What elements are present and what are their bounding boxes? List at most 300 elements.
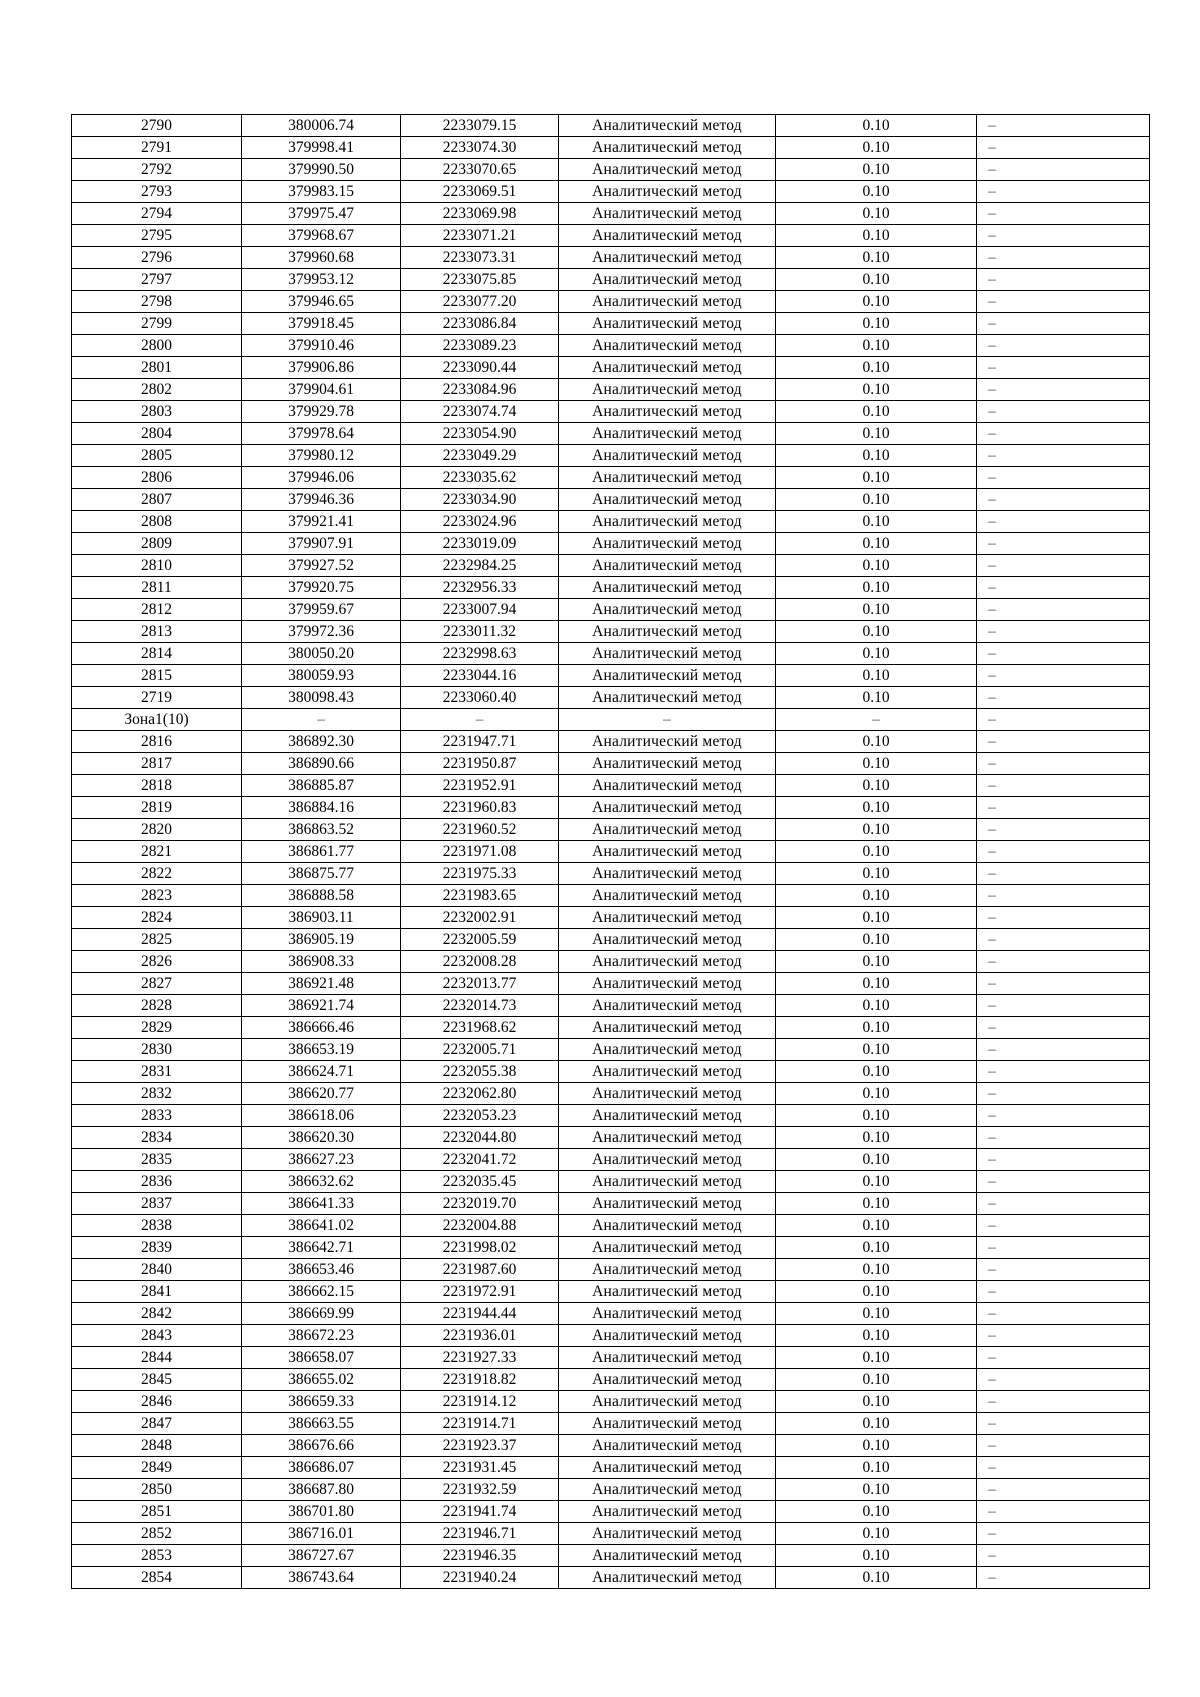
accuracy-cell: 0.10: [776, 1347, 977, 1369]
y-coordinate-cell: 2231972.91: [401, 1281, 559, 1303]
table-row: [72, 401, 1150, 423]
accuracy-cell: 0.10: [776, 181, 977, 203]
note-cell: –: [977, 137, 1150, 159]
x-coordinate-cell: 386620.30: [242, 1127, 401, 1149]
method-cell: Аналитический метод: [559, 533, 776, 555]
x-coordinate-cell: 386620.77: [242, 1083, 401, 1105]
table-row: [72, 753, 1150, 775]
note-cell: –: [977, 203, 1150, 225]
table-row: [72, 1545, 1150, 1567]
x-coordinate-cell: 386890.66: [242, 753, 401, 775]
x-coordinate-cell: 386627.23: [242, 1149, 401, 1171]
x-coordinate-cell: 380098.43: [242, 687, 401, 709]
method-cell: Аналитический метод: [559, 995, 776, 1017]
note-cell: –: [977, 951, 1150, 973]
accuracy-cell: 0.10: [776, 247, 977, 269]
point-number-cell: 2798: [72, 291, 242, 313]
point-number-cell: 2817: [72, 753, 242, 775]
method-cell: Аналитический метод: [559, 1039, 776, 1061]
table-row: [72, 159, 1150, 181]
accuracy-cell: 0.10: [776, 863, 977, 885]
note-cell: –: [977, 1039, 1150, 1061]
point-number-cell: 2833: [72, 1105, 242, 1127]
method-cell: Аналитический метод: [559, 1215, 776, 1237]
note-cell: –: [977, 797, 1150, 819]
table-row: [72, 1149, 1150, 1171]
table-row: [72, 1193, 1150, 1215]
note-cell: –: [977, 643, 1150, 665]
table-row: [72, 269, 1150, 291]
table-row: [72, 1105, 1150, 1127]
note-cell: –: [977, 269, 1150, 291]
y-coordinate-cell: 2233019.09: [401, 533, 559, 555]
x-coordinate-cell: 379968.67: [242, 225, 401, 247]
accuracy-cell: 0.10: [776, 731, 977, 753]
table-row: [72, 511, 1150, 533]
table-row: [72, 1303, 1150, 1325]
accuracy-cell: –: [776, 709, 977, 731]
note-cell: –: [977, 841, 1150, 863]
note-cell: –: [977, 1127, 1150, 1149]
accuracy-cell: 0.10: [776, 401, 977, 423]
method-cell: Аналитический метод: [559, 489, 776, 511]
point-number-cell: 2790: [72, 115, 242, 137]
accuracy-cell: 0.10: [776, 775, 977, 797]
method-cell: Аналитический метод: [559, 1237, 776, 1259]
table-row: [72, 621, 1150, 643]
table-row: [72, 225, 1150, 247]
accuracy-cell: 0.10: [776, 313, 977, 335]
y-coordinate-cell: 2231932.59: [401, 1479, 559, 1501]
method-cell: Аналитический метод: [559, 1259, 776, 1281]
point-number-cell: 2845: [72, 1369, 242, 1391]
accuracy-cell: 0.10: [776, 665, 977, 687]
method-cell: Аналитический метод: [559, 1501, 776, 1523]
point-number-cell: 2806: [72, 467, 242, 489]
x-coordinate-cell: 386642.71: [242, 1237, 401, 1259]
table-row: [72, 423, 1150, 445]
point-number-cell: 2824: [72, 907, 242, 929]
y-coordinate-cell: 2232005.71: [401, 1039, 559, 1061]
note-cell: –: [977, 995, 1150, 1017]
x-coordinate-cell: 386641.02: [242, 1215, 401, 1237]
table-row: [72, 489, 1150, 511]
method-cell: Аналитический метод: [559, 137, 776, 159]
point-number-cell: 2805: [72, 445, 242, 467]
x-coordinate-cell: 379983.15: [242, 181, 401, 203]
point-number-cell: 2808: [72, 511, 242, 533]
accuracy-cell: 0.10: [776, 1325, 977, 1347]
table-row: [72, 137, 1150, 159]
point-number-cell: 2851: [72, 1501, 242, 1523]
x-coordinate-cell: 379920.75: [242, 577, 401, 599]
x-coordinate-cell: 379946.06: [242, 467, 401, 489]
x-coordinate-cell: 379929.78: [242, 401, 401, 423]
note-cell: –: [977, 1325, 1150, 1347]
method-cell: Аналитический метод: [559, 731, 776, 753]
y-coordinate-cell: 2231998.02: [401, 1237, 559, 1259]
x-coordinate-cell: 386727.67: [242, 1545, 401, 1567]
y-coordinate-cell: 2233086.84: [401, 313, 559, 335]
x-coordinate-cell: 379959.67: [242, 599, 401, 621]
x-coordinate-cell: 386888.58: [242, 885, 401, 907]
y-coordinate-cell: 2231975.33: [401, 863, 559, 885]
point-number-cell: 2719: [72, 687, 242, 709]
table-row: [72, 709, 1150, 731]
method-cell: Аналитический метод: [559, 1369, 776, 1391]
accuracy-cell: 0.10: [776, 489, 977, 511]
y-coordinate-cell: 2233054.90: [401, 423, 559, 445]
note-cell: –: [977, 335, 1150, 357]
note-cell: –: [977, 1391, 1150, 1413]
accuracy-cell: 0.10: [776, 291, 977, 313]
table-row: [72, 379, 1150, 401]
accuracy-cell: 0.10: [776, 1369, 977, 1391]
x-coordinate-cell: 386641.33: [242, 1193, 401, 1215]
note-cell: –: [977, 1369, 1150, 1391]
note-cell: –: [977, 1105, 1150, 1127]
accuracy-cell: 0.10: [776, 929, 977, 951]
accuracy-cell: 0.10: [776, 1127, 977, 1149]
accuracy-cell: 0.10: [776, 973, 977, 995]
point-number-cell: 2850: [72, 1479, 242, 1501]
x-coordinate-cell: 379921.41: [242, 511, 401, 533]
note-cell: –: [977, 225, 1150, 247]
table-row: [72, 1237, 1150, 1259]
x-coordinate-cell: 386903.11: [242, 907, 401, 929]
coordinates-table-body: [72, 115, 1150, 1589]
table-row: [72, 1523, 1150, 1545]
note-cell: –: [977, 687, 1150, 709]
method-cell: Аналитический метод: [559, 643, 776, 665]
note-cell: –: [977, 709, 1150, 731]
point-number-cell: 2835: [72, 1149, 242, 1171]
method-cell: Аналитический метод: [559, 1391, 776, 1413]
method-cell: Аналитический метод: [559, 1523, 776, 1545]
y-coordinate-cell: 2232053.23: [401, 1105, 559, 1127]
method-cell: Аналитический метод: [559, 181, 776, 203]
table-row: [72, 819, 1150, 841]
y-coordinate-cell: 2232984.25: [401, 555, 559, 577]
x-coordinate-cell: 386662.15: [242, 1281, 401, 1303]
note-cell: –: [977, 511, 1150, 533]
point-number-cell: 2848: [72, 1435, 242, 1457]
y-coordinate-cell: 2232008.28: [401, 951, 559, 973]
table-row: [72, 1259, 1150, 1281]
x-coordinate-cell: 386658.07: [242, 1347, 401, 1369]
table-row: [72, 1501, 1150, 1523]
table-row: [72, 665, 1150, 687]
accuracy-cell: 0.10: [776, 1259, 977, 1281]
y-coordinate-cell: 2231918.82: [401, 1369, 559, 1391]
accuracy-cell: 0.10: [776, 907, 977, 929]
y-coordinate-cell: 2233090.44: [401, 357, 559, 379]
point-number-cell: 2818: [72, 775, 242, 797]
point-number-cell: 2803: [72, 401, 242, 423]
accuracy-cell: 0.10: [776, 1017, 977, 1039]
point-number-cell: 2814: [72, 643, 242, 665]
note-cell: –: [977, 467, 1150, 489]
point-number-cell: 2843: [72, 1325, 242, 1347]
accuracy-cell: 0.10: [776, 115, 977, 137]
point-number-cell: 2812: [72, 599, 242, 621]
note-cell: –: [977, 291, 1150, 313]
method-cell: Аналитический метод: [559, 1149, 776, 1171]
note-cell: –: [977, 1017, 1150, 1039]
note-cell: –: [977, 489, 1150, 511]
method-cell: Аналитический метод: [559, 511, 776, 533]
method-cell: Аналитический метод: [559, 1017, 776, 1039]
x-coordinate-cell: 379927.52: [242, 555, 401, 577]
method-cell: Аналитический метод: [559, 269, 776, 291]
y-coordinate-cell: 2232004.88: [401, 1215, 559, 1237]
note-cell: –: [977, 1303, 1150, 1325]
note-cell: –: [977, 1479, 1150, 1501]
x-coordinate-cell: 386624.71: [242, 1061, 401, 1083]
accuracy-cell: 0.10: [776, 1215, 977, 1237]
x-coordinate-cell: 379990.50: [242, 159, 401, 181]
method-cell: Аналитический метод: [559, 225, 776, 247]
y-coordinate-cell: 2231914.71: [401, 1413, 559, 1435]
point-number-cell: 2831: [72, 1061, 242, 1083]
y-coordinate-cell: 2231944.44: [401, 1303, 559, 1325]
note-cell: –: [977, 313, 1150, 335]
accuracy-cell: 0.10: [776, 269, 977, 291]
method-cell: Аналитический метод: [559, 203, 776, 225]
method-cell: Аналитический метод: [559, 753, 776, 775]
note-cell: –: [977, 1215, 1150, 1237]
x-coordinate-cell: 386716.01: [242, 1523, 401, 1545]
method-cell: Аналитический метод: [559, 797, 776, 819]
accuracy-cell: 0.10: [776, 885, 977, 907]
accuracy-cell: 0.10: [776, 1237, 977, 1259]
note-cell: –: [977, 247, 1150, 269]
note-cell: –: [977, 1083, 1150, 1105]
accuracy-cell: 0.10: [776, 1413, 977, 1435]
method-cell: Аналитический метод: [559, 115, 776, 137]
y-coordinate-cell: 2233089.23: [401, 335, 559, 357]
method-cell: Аналитический метод: [559, 599, 776, 621]
y-coordinate-cell: 2233079.15: [401, 115, 559, 137]
point-number-cell: 2796: [72, 247, 242, 269]
table-row: [72, 1127, 1150, 1149]
accuracy-cell: 0.10: [776, 1303, 977, 1325]
method-cell: Аналитический метод: [559, 665, 776, 687]
y-coordinate-cell: 2232041.72: [401, 1149, 559, 1171]
note-cell: –: [977, 115, 1150, 137]
accuracy-cell: 0.10: [776, 555, 977, 577]
x-coordinate-cell: 386861.77: [242, 841, 401, 863]
table-row: [72, 1017, 1150, 1039]
method-cell: Аналитический метод: [559, 159, 776, 181]
method-cell: Аналитический метод: [559, 863, 776, 885]
accuracy-cell: 0.10: [776, 995, 977, 1017]
method-cell: Аналитический метод: [559, 929, 776, 951]
point-number-cell: 2827: [72, 973, 242, 995]
accuracy-cell: 0.10: [776, 841, 977, 863]
table-row: [72, 731, 1150, 753]
accuracy-cell: 0.10: [776, 1391, 977, 1413]
x-coordinate-cell: 386676.66: [242, 1435, 401, 1457]
method-cell: Аналитический метод: [559, 1435, 776, 1457]
x-coordinate-cell: 386659.33: [242, 1391, 401, 1413]
method-cell: Аналитический метод: [559, 907, 776, 929]
table-row: [72, 1039, 1150, 1061]
point-number-cell: 2811: [72, 577, 242, 599]
note-cell: –: [977, 1237, 1150, 1259]
table-row: [72, 643, 1150, 665]
table-row: [72, 181, 1150, 203]
method-cell: Аналитический метод: [559, 1105, 776, 1127]
note-cell: –: [977, 775, 1150, 797]
x-coordinate-cell: 386892.30: [242, 731, 401, 753]
y-coordinate-cell: 2233044.16: [401, 665, 559, 687]
point-number-cell: 2800: [72, 335, 242, 357]
accuracy-cell: 0.10: [776, 753, 977, 775]
point-number-cell: 2847: [72, 1413, 242, 1435]
point-number-cell: 2836: [72, 1171, 242, 1193]
x-coordinate-cell: 386632.62: [242, 1171, 401, 1193]
x-coordinate-cell: 386672.23: [242, 1325, 401, 1347]
y-coordinate-cell: 2231923.37: [401, 1435, 559, 1457]
point-number-cell: 2822: [72, 863, 242, 885]
note-cell: –: [977, 181, 1150, 203]
x-coordinate-cell: 386921.74: [242, 995, 401, 1017]
x-coordinate-cell: 386921.48: [242, 973, 401, 995]
y-coordinate-cell: 2233074.74: [401, 401, 559, 423]
note-cell: –: [977, 621, 1150, 643]
y-coordinate-cell: 2233035.62: [401, 467, 559, 489]
note-cell: –: [977, 665, 1150, 687]
y-coordinate-cell: 2233070.65: [401, 159, 559, 181]
x-coordinate-cell: 386669.99: [242, 1303, 401, 1325]
point-number-cell: 2791: [72, 137, 242, 159]
y-coordinate-cell: 2231950.87: [401, 753, 559, 775]
method-cell: Аналитический метод: [559, 687, 776, 709]
table-row: [72, 973, 1150, 995]
accuracy-cell: 0.10: [776, 335, 977, 357]
note-cell: –: [977, 1347, 1150, 1369]
x-coordinate-cell: 386687.80: [242, 1479, 401, 1501]
point-number-cell: 2792: [72, 159, 242, 181]
accuracy-cell: 0.10: [776, 819, 977, 841]
x-coordinate-cell: 379953.12: [242, 269, 401, 291]
note-cell: –: [977, 885, 1150, 907]
point-number-cell: 2809: [72, 533, 242, 555]
method-cell: Аналитический метод: [559, 1347, 776, 1369]
y-coordinate-cell: 2231941.74: [401, 1501, 559, 1523]
x-coordinate-cell: 380050.20: [242, 643, 401, 665]
accuracy-cell: 0.10: [776, 1039, 977, 1061]
point-number-cell: 2846: [72, 1391, 242, 1413]
table-row: [72, 863, 1150, 885]
note-cell: –: [977, 731, 1150, 753]
method-cell: Аналитический метод: [559, 291, 776, 313]
y-coordinate-cell: 2232035.45: [401, 1171, 559, 1193]
table-row: [72, 445, 1150, 467]
method-cell: Аналитический метод: [559, 357, 776, 379]
y-coordinate-cell: 2231931.45: [401, 1457, 559, 1479]
y-coordinate-cell: 2231960.52: [401, 819, 559, 841]
table-row: [72, 1435, 1150, 1457]
point-number-cell: 2820: [72, 819, 242, 841]
y-coordinate-cell: 2233024.96: [401, 511, 559, 533]
accuracy-cell: 0.10: [776, 467, 977, 489]
x-coordinate-cell: 379975.47: [242, 203, 401, 225]
method-cell: Аналитический метод: [559, 1545, 776, 1567]
method-cell: Аналитический метод: [559, 885, 776, 907]
note-cell: –: [977, 1281, 1150, 1303]
accuracy-cell: 0.10: [776, 533, 977, 555]
x-coordinate-cell: 379980.12: [242, 445, 401, 467]
note-cell: –: [977, 753, 1150, 775]
x-coordinate-cell: 380006.74: [242, 115, 401, 137]
x-coordinate-cell: 379906.86: [242, 357, 401, 379]
method-cell: Аналитический метод: [559, 1567, 776, 1589]
note-cell: –: [977, 423, 1150, 445]
method-cell: Аналитический метод: [559, 1171, 776, 1193]
point-number-cell: Зона1(10): [72, 709, 242, 731]
x-coordinate-cell: 379946.36: [242, 489, 401, 511]
accuracy-cell: 0.10: [776, 1281, 977, 1303]
point-number-cell: 2802: [72, 379, 242, 401]
method-cell: Аналитический метод: [559, 973, 776, 995]
point-number-cell: 2804: [72, 423, 242, 445]
y-coordinate-cell: 2233073.31: [401, 247, 559, 269]
accuracy-cell: 0.10: [776, 137, 977, 159]
accuracy-cell: 0.10: [776, 445, 977, 467]
y-coordinate-cell: 2233069.98: [401, 203, 559, 225]
x-coordinate-cell: 386743.64: [242, 1567, 401, 1589]
method-cell: Аналитический метод: [559, 445, 776, 467]
x-coordinate-cell: 379960.68: [242, 247, 401, 269]
y-coordinate-cell: 2233034.90: [401, 489, 559, 511]
y-coordinate-cell: 2233074.30: [401, 137, 559, 159]
note-cell: –: [977, 1501, 1150, 1523]
x-coordinate-cell: 386686.07: [242, 1457, 401, 1479]
accuracy-cell: 0.10: [776, 1171, 977, 1193]
note-cell: –: [977, 577, 1150, 599]
point-number-cell: 2801: [72, 357, 242, 379]
accuracy-cell: 0.10: [776, 225, 977, 247]
accuracy-cell: 0.10: [776, 643, 977, 665]
accuracy-cell: 0.10: [776, 511, 977, 533]
x-coordinate-cell: 386618.06: [242, 1105, 401, 1127]
point-number-cell: 2837: [72, 1193, 242, 1215]
y-coordinate-cell: 2233071.21: [401, 225, 559, 247]
method-cell: Аналитический метод: [559, 1303, 776, 1325]
table-row: [72, 1391, 1150, 1413]
table-row: [72, 577, 1150, 599]
method-cell: Аналитический метод: [559, 379, 776, 401]
point-number-cell: 2826: [72, 951, 242, 973]
table-row: [72, 247, 1150, 269]
table-row: [72, 1369, 1150, 1391]
method-cell: Аналитический метод: [559, 1479, 776, 1501]
accuracy-cell: 0.10: [776, 951, 977, 973]
point-number-cell: 2819: [72, 797, 242, 819]
method-cell: Аналитический метод: [559, 775, 776, 797]
point-number-cell: 2825: [72, 929, 242, 951]
point-number-cell: 2842: [72, 1303, 242, 1325]
x-coordinate-cell: 379904.61: [242, 379, 401, 401]
point-number-cell: 2852: [72, 1523, 242, 1545]
point-number-cell: 2793: [72, 181, 242, 203]
x-coordinate-cell: 379978.64: [242, 423, 401, 445]
accuracy-cell: 0.10: [776, 797, 977, 819]
point-number-cell: 2832: [72, 1083, 242, 1105]
table-row: [72, 115, 1150, 137]
